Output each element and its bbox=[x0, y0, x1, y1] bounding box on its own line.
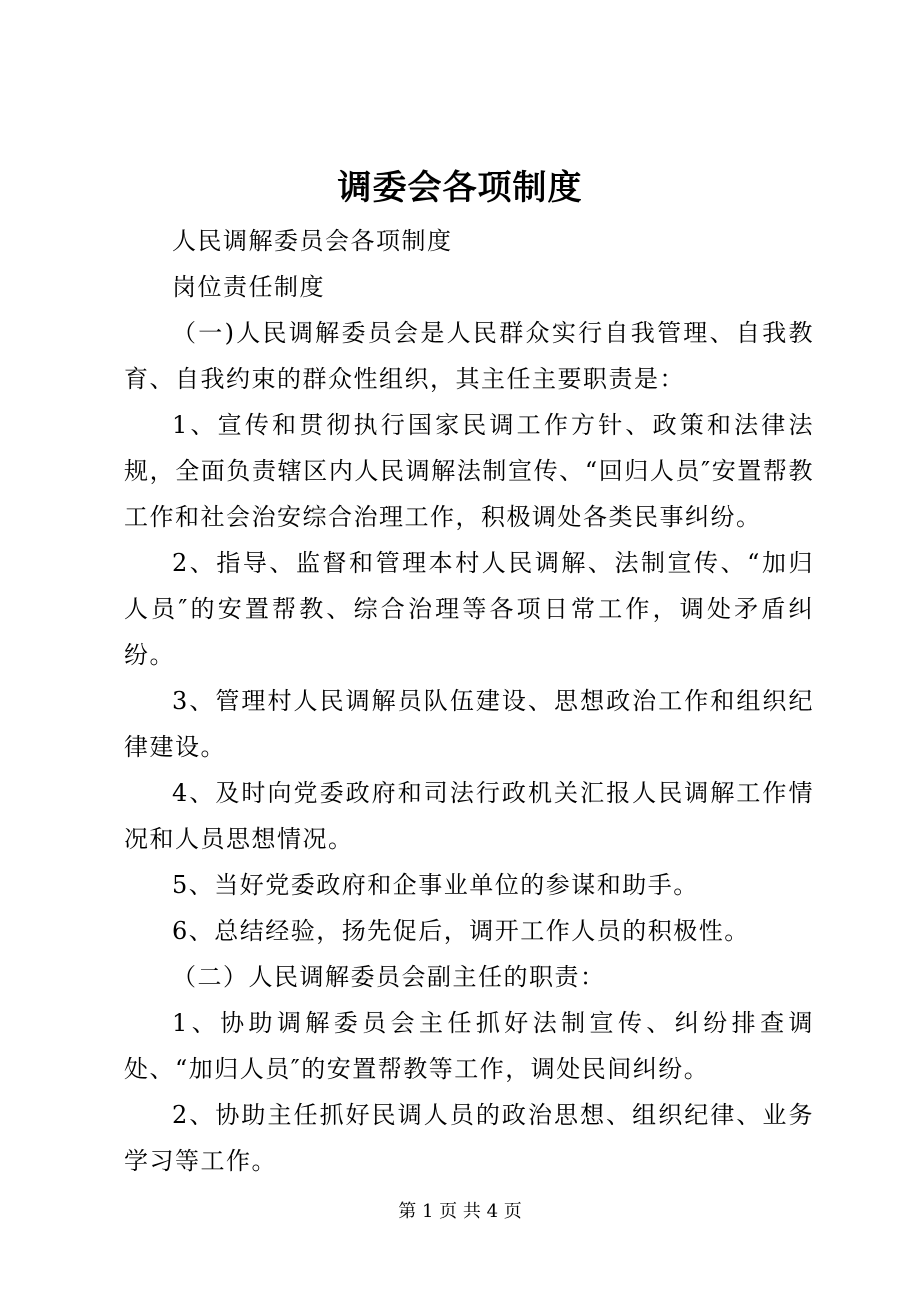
paragraph: 2、协助主任抓好民调人员的政治思想、组织纪律、业务学习等工作。 bbox=[124, 1101, 814, 1175]
page-footer bbox=[0, 1200, 920, 1224]
paragraph: 6、总结经验，扬先促后，调开工作人员的积极性。 bbox=[172, 917, 750, 945]
paragraph: 5、当好党委政府和企事业单位的参谋和助手。 bbox=[172, 871, 699, 899]
paragraph: 1、协助调解委员会主任抓好法制宣传、纠纷排查调处、“加归人员″的安置帮教等工作，调处民间纠纷。 bbox=[124, 1009, 814, 1083]
paragraph: 2、指导、监督和管理本村人民调解、法制宣传、“加归人员″的安置帮教、综合治理等各项日常工作，调处矛盾纠纷。 bbox=[124, 549, 814, 669]
paragraph-subheading: （二）人民调解委员会副主任的职责： bbox=[172, 963, 606, 991]
document-body bbox=[124, 218, 814, 1184]
paragraph: （一)人民调解委员会是人民群众实行自我管理、自我教育、自我约束的群众性组织，其主任主要职责是： bbox=[124, 319, 814, 393]
paragraph: 4、及时向党委政府和司法行政机关汇报人民调解工作情况和人员思想情况。 bbox=[124, 779, 814, 853]
page-number-label: 第 1 页 共 4 页 bbox=[398, 1201, 522, 1222]
paragraph: 1、宣传和贯彻执行国家民调工作方针、政策和法律法规，全面负责辖区内人民调解法制宣传、“回归人员″安置帮教工作和社会治安综合治理工作，积极调处各类民事纠纷。 bbox=[124, 411, 814, 531]
document-title: 调委会各项制度 bbox=[337, 168, 583, 208]
paragraph-heading-2: 岗位责任制度 bbox=[172, 273, 325, 301]
paragraph-heading-1: 人民调解委员会各项制度 bbox=[172, 227, 453, 255]
paragraph: 3、管理村人民调解员队伍建设、思想政治工作和组织纪律建设。 bbox=[124, 687, 814, 761]
